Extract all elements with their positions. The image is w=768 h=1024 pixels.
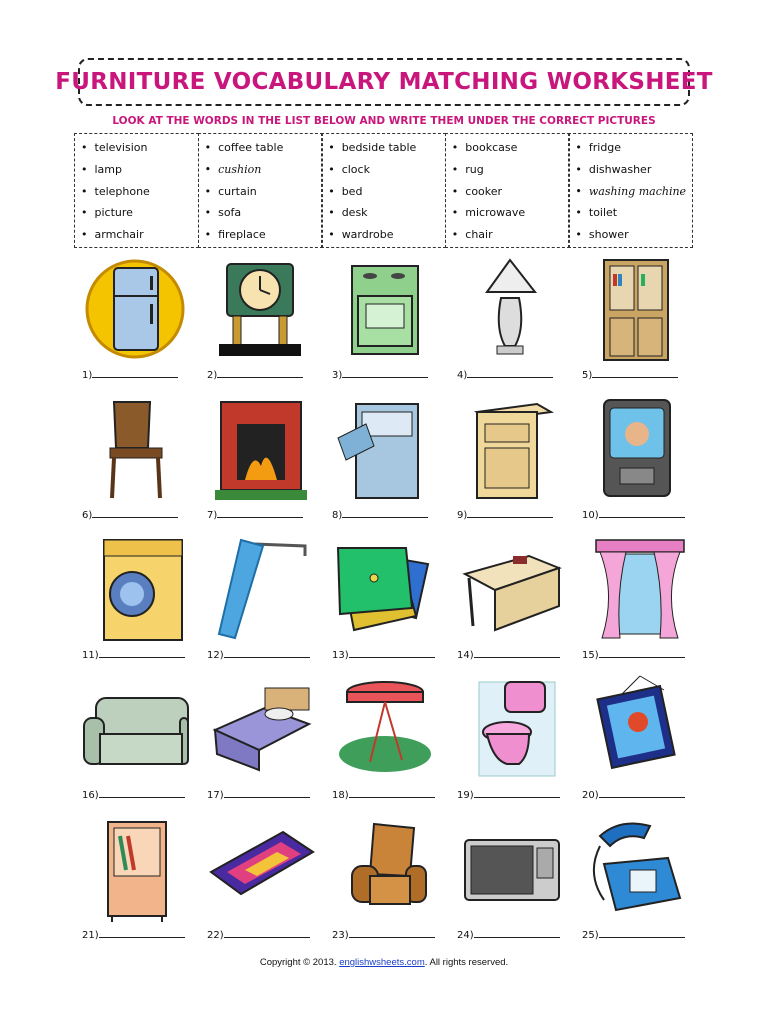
item-number: 21): [82, 930, 99, 941]
word-bank-column: [445, 133, 570, 248]
rug-icon: [205, 814, 315, 924]
answer-blank[interactable]: [82, 508, 178, 521]
word-bank-column: [74, 133, 199, 248]
picture-item: [447, 532, 572, 672]
item-number: 7): [207, 510, 218, 521]
picture-item: [572, 812, 697, 952]
item-number: 1): [82, 370, 93, 381]
picture-item: [72, 532, 197, 672]
answer-blank[interactable]: [582, 788, 685, 801]
bed-icon: [205, 674, 315, 784]
item-number: 14): [457, 650, 474, 661]
curtain-icon: [580, 534, 690, 644]
item-number: 4): [457, 370, 468, 381]
word-bank-item: • telephone: [81, 181, 192, 203]
picture-item: [322, 392, 447, 532]
word-bank-item: • rug: [452, 159, 563, 181]
source-link[interactable]: englishwsheets.com: [339, 957, 425, 968]
fridge-icon: [80, 254, 190, 364]
washing-machine-icon: [80, 534, 190, 644]
picture-icon: [580, 674, 690, 784]
item-number: 12): [207, 650, 224, 661]
item-number: 11): [82, 650, 99, 661]
item-number: 20): [582, 790, 599, 801]
answer-blank[interactable]: [332, 368, 428, 381]
worksheet-title: FURNITURE VOCABULARY MATCHING WORKSHEET: [55, 69, 713, 95]
copyright-prefix: Copyright © 2013.: [259, 957, 337, 968]
word-bank-item: • fridge: [575, 137, 686, 159]
desk-icon: [455, 534, 565, 644]
picture-item: [322, 252, 447, 392]
picture-item: [197, 672, 322, 812]
word-bank-item: • armchair: [81, 224, 192, 246]
word-bank-item: • clock: [328, 159, 439, 181]
picture-item: [447, 392, 572, 532]
picture-item: [572, 252, 697, 392]
word-bank-column: [198, 133, 323, 248]
chair-icon: [80, 394, 190, 504]
item-number: 22): [207, 930, 224, 941]
instructions: LOOK AT THE WORDS IN THE LIST BELOW AND WRITE THEM UNDER THE CORRECT PICTURES: [112, 115, 656, 127]
picture-item: [197, 532, 322, 672]
word-bank-item: • cushion: [205, 159, 316, 181]
title-box: [55, 58, 713, 106]
word-bank-item: • toilet: [575, 202, 686, 224]
cushion-icon: [330, 534, 440, 644]
word-bank: [74, 133, 692, 248]
item-number: 13): [332, 650, 349, 661]
toilet-icon: [455, 674, 565, 784]
bedside-table-icon: [455, 394, 565, 504]
word-bank-item: • lamp: [81, 159, 192, 181]
answer-blank[interactable]: [82, 788, 185, 801]
item-number: 24): [457, 930, 474, 941]
picture-item: [447, 672, 572, 812]
word-bank-item: • bedside table: [328, 137, 439, 159]
answer-blank[interactable]: [457, 368, 553, 381]
word-bank-item: • bed: [328, 181, 439, 203]
answer-blank[interactable]: [457, 508, 553, 521]
bookcase-icon: [580, 254, 690, 364]
microwave-icon: [455, 814, 565, 924]
item-number: 15): [582, 650, 599, 661]
copyright-footer: [0, 957, 768, 968]
television-icon: [580, 394, 690, 504]
clock-icon: [205, 254, 315, 364]
word-bank-item: • chair: [452, 224, 563, 246]
picture-item: [197, 812, 322, 952]
answer-blank[interactable]: [332, 928, 435, 941]
word-bank-item: • curtain: [205, 181, 316, 203]
item-number: 16): [82, 790, 99, 801]
item-number: 8): [332, 510, 343, 521]
picture-item: [197, 392, 322, 532]
picture-item: [72, 392, 197, 532]
answer-blank[interactable]: [582, 928, 685, 941]
item-number: 23): [332, 930, 349, 941]
lamp-icon: [455, 254, 565, 364]
answer-blank[interactable]: [207, 928, 310, 941]
picture-item: [447, 252, 572, 392]
word-bank-item: • dishwasher: [575, 159, 686, 181]
item-number: 2): [207, 370, 218, 381]
wardrobe-icon: [80, 814, 190, 924]
picture-item: [572, 392, 697, 532]
answer-blank[interactable]: [82, 928, 185, 941]
word-bank-column: [321, 133, 446, 248]
item-number: 6): [82, 510, 93, 521]
answer-blank[interactable]: [332, 648, 435, 661]
word-bank-item: • coffee table: [205, 137, 316, 159]
item-number: 5): [582, 370, 593, 381]
answer-blank[interactable]: [582, 508, 685, 521]
copyright-suffix: . All rights reserved.: [424, 957, 509, 968]
answer-blank[interactable]: [582, 368, 678, 381]
coffee-table-icon: [330, 674, 440, 784]
word-bank-item: • wardrobe: [328, 224, 439, 246]
answer-blank[interactable]: [207, 788, 310, 801]
word-bank-item: • microwave: [452, 202, 563, 224]
word-bank-item: • bookcase: [452, 137, 563, 159]
answer-blank[interactable]: [582, 648, 685, 661]
item-number: 3): [332, 370, 343, 381]
picture-item: [72, 812, 197, 952]
dishwasher-icon: [330, 394, 440, 504]
picture-item: [572, 532, 697, 672]
picture-item: [72, 672, 197, 812]
picture-item: [322, 672, 447, 812]
word-bank-item: • desk: [328, 202, 439, 224]
word-bank-item: • television: [81, 137, 192, 159]
picture-item: [572, 672, 697, 812]
fireplace-icon: [205, 394, 315, 504]
answer-blank[interactable]: [457, 648, 560, 661]
word-bank-item: • shower: [575, 224, 686, 246]
answer-blank[interactable]: [207, 508, 303, 521]
picture-item: [197, 252, 322, 392]
item-number: 10): [582, 510, 599, 521]
word-bank-item: • fireplace: [205, 224, 316, 246]
picture-item: [447, 812, 572, 952]
picture-item: [322, 812, 447, 952]
armchair-icon: [330, 814, 440, 924]
item-number: 18): [332, 790, 349, 801]
cooker-icon: [330, 254, 440, 364]
answer-blank[interactable]: [82, 368, 178, 381]
answer-blank[interactable]: [207, 368, 303, 381]
answer-blank[interactable]: [332, 788, 435, 801]
word-bank-item: • sofa: [205, 202, 316, 224]
item-number: 9): [457, 510, 468, 521]
word-bank-column: [568, 133, 693, 248]
item-number: 19): [457, 790, 474, 801]
item-number: 25): [582, 930, 599, 941]
item-number: 17): [207, 790, 224, 801]
word-bank-item: • cooker: [452, 181, 563, 203]
picture-item: [322, 532, 447, 672]
answer-blank[interactable]: [457, 928, 560, 941]
answer-blank[interactable]: [332, 508, 428, 521]
sofa-icon: [80, 674, 190, 784]
picture-item: [72, 252, 197, 392]
word-bank-item: • washing machine: [575, 181, 686, 203]
answer-blank[interactable]: [207, 648, 310, 661]
word-bank-item: • picture: [81, 202, 192, 224]
answer-blank[interactable]: [457, 788, 560, 801]
shower-icon: [205, 534, 315, 644]
telephone-icon: [580, 814, 690, 924]
answer-blank[interactable]: [82, 648, 185, 661]
